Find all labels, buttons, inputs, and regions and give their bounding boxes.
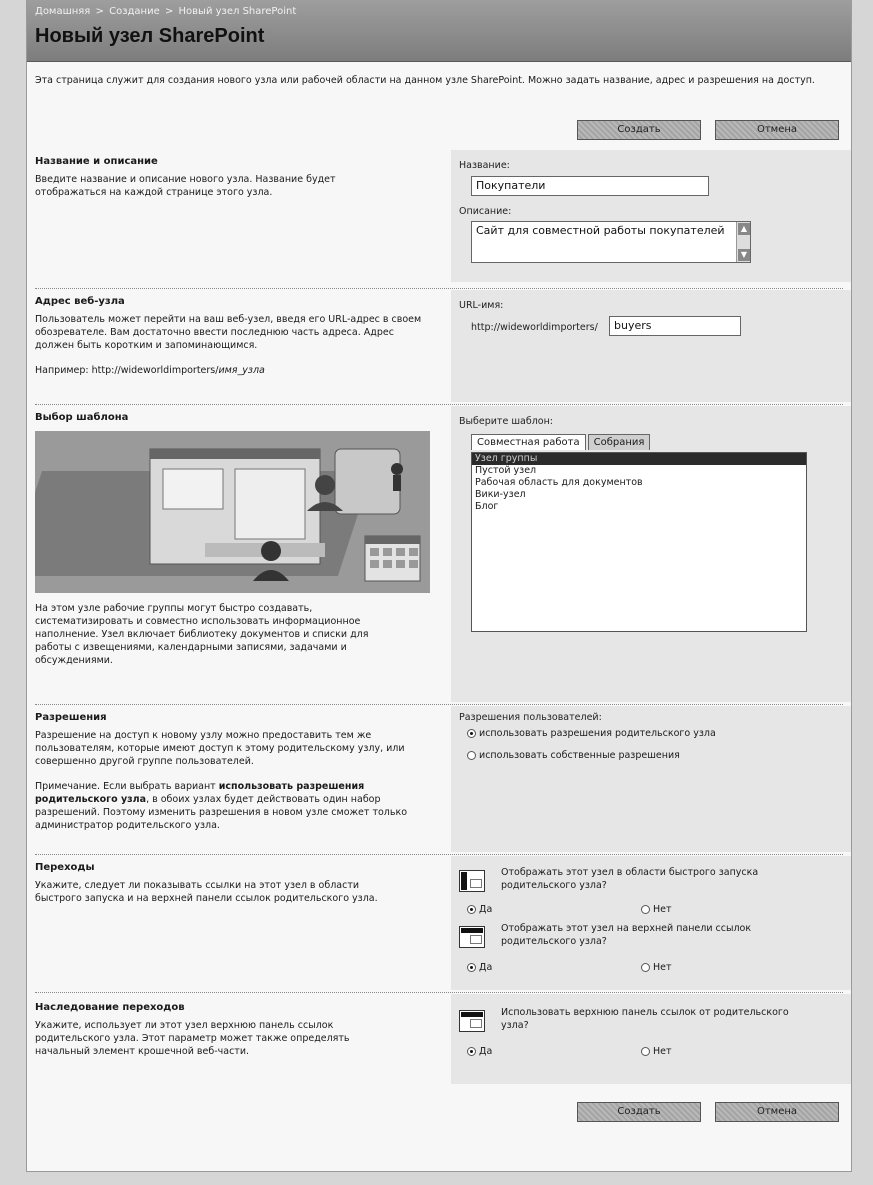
option-label: Нет [653,962,672,973]
section-heading: Разрешения [35,712,107,723]
section-controls [451,856,851,990]
template-description: На этом узле рабочие группы могут быстро создавать, систематизировать и совместно использовать информационное наполнение. Узел включает библиотеку документов и списки для работы с извещениями, календарными записями, задачами и обсуждениями. [35,603,369,666]
section-controls [451,994,851,1084]
url-example-suffix: имя_узла [218,365,265,376]
radio-button[interactable] [641,905,650,914]
name-label: Название: [459,160,510,171]
page-frame [26,0,852,1172]
section-title-description [27,150,851,282]
radio-button[interactable] [641,1047,650,1056]
divider [35,704,843,705]
option-label: Да [479,962,493,973]
radio-button[interactable] [467,1047,476,1056]
section-text: Разрешение на доступ к новому узлу можно предоставить тем же пользователям, которые имеют доступ к этому родительскому узлу, или совершенно другой группе пользователей. [35,730,405,767]
user-permissions-label: Разрешения пользователей: [459,712,602,723]
option-label: Да [479,1046,493,1057]
permissions-note-suffix: , в обоих узлах будет действовать один набор разрешений. Поэтому изменить разрешения в новом узле сможет только администратор родительского узла. [35,794,408,831]
breadcrumb-separator: > [164,6,174,17]
question-inherit-top-link: Использовать верхнюю панель ссылок от родительского узла? [501,1007,789,1031]
top-link-bar-icon [459,926,485,948]
divider [35,404,843,405]
section-heading: Переходы [35,862,95,873]
url-label: URL-имя: [459,300,504,311]
section-heading: Адрес веб-узла [35,296,125,307]
template-preview-image [35,431,430,593]
template-preview-illustration [35,431,430,593]
radio-button[interactable] [641,963,650,972]
template-select-label: Выберите шаблон: [459,416,553,427]
radio-button[interactable] [467,905,476,914]
radio-button[interactable] [467,751,476,760]
option-inherit-yes[interactable] [467,1046,492,1057]
section-controls [451,290,851,402]
create-button-top[interactable]: Создать [577,120,701,140]
section-heading: Наследование переходов [35,1002,185,1013]
section-navigation-inheritance [27,994,851,1084]
breadcrumb-home-link[interactable]: Домашняя [35,6,91,17]
option-label: Нет [653,904,672,915]
section-controls [451,406,851,702]
radio-button[interactable] [467,729,476,738]
breadcrumb-current: Новый узел SharePoint [178,6,297,17]
question-top-link-bar: Отображать этот узел на верхней панели ссылок родительского узла? [501,923,752,947]
section-permissions [27,706,851,852]
template-item-blank-site[interactable]: Пустой узел [475,465,537,476]
option-inherit-no[interactable] [641,1046,672,1057]
section-heading: Выбор шаблона [35,412,129,423]
section-text: Укажите, следует ли показывать ссылки на этот узел в области быстрого запуска и на верхней панели ссылок родительского узла. [35,880,378,904]
quick-launch-icon [459,870,485,892]
section-navigation [27,856,851,990]
description-text: Сайт для совместной работы покупателей [476,224,725,237]
option-own-permissions[interactable] [467,750,680,761]
tab-collaboration[interactable]: Совместная работа [471,434,586,450]
option-label: использовать собственные разрешения [479,750,680,761]
description-label: Описание: [459,206,512,217]
intro-text: Эта страница служит для создания нового узла или рабочей области на данном узле SharePoint. Можно задать название, адрес и разрешения на доступ. [35,75,815,86]
section-text: Укажите, использует ли этот узел верхнюю панель ссылок родительского узла. Этот параметр может также определять начальный элемент крошечной веб-части. [35,1020,350,1057]
page-title: Новый узел SharePoint [35,25,265,47]
section-heading: Название и описание [35,156,158,167]
template-listbox[interactable] [471,452,807,632]
section-template [27,406,851,702]
breadcrumb [35,6,298,17]
divider [35,288,843,289]
url-input[interactable]: buyers [609,316,741,336]
permissions-note-bold: использовать разрешения родительского узла [35,781,365,805]
create-button-bottom[interactable]: Создать [577,1102,701,1122]
option-label: Нет [653,1046,672,1057]
template-item-document-workspace[interactable]: Рабочая область для документов [475,477,643,488]
section-text: Пользователь может перейти на ваш веб-узел, введя его URL-адрес в своем обозревателе. Вам достаточно ввести последнюю часть адреса. Адрес должен быть коротким и запоминающимся. [35,314,422,351]
option-label: использовать разрешения родительского узла [479,728,716,739]
template-item-blog[interactable]: Блог [475,501,499,512]
divider [35,992,843,993]
description-scrollbar[interactable] [736,222,750,262]
permissions-note-prefix: Примечание. Если выбрать вариант [35,781,219,792]
url-prefix: http://wideworldimporters/ [471,322,598,333]
template-item-wiki-site[interactable]: Вики-узел [475,489,526,500]
radio-button[interactable] [467,963,476,972]
url-example [35,364,430,377]
description-textarea[interactable] [471,221,751,263]
divider [35,854,843,855]
title-bar [27,0,851,62]
option-quick-launch-yes[interactable] [467,904,492,915]
breadcrumb-create-link[interactable]: Создание [109,6,160,17]
scroll-up-icon[interactable]: ▲ [738,223,750,235]
question-quick-launch: Отображать этот узел в области быстрого запуска родительского узла? [501,867,759,891]
scroll-down-icon[interactable]: ▼ [738,249,750,261]
template-tabs [471,434,652,450]
section-web-address [27,290,851,402]
option-quick-launch-no[interactable] [641,904,672,915]
template-item-team-site[interactable]: Узел группы [472,453,806,465]
option-parent-permissions[interactable] [467,728,716,739]
option-top-link-no[interactable] [641,962,672,973]
cancel-button-top[interactable]: Отмена [715,120,839,140]
section-controls [451,706,851,852]
permissions-note [35,780,425,832]
name-input[interactable]: Покупатели [471,176,709,196]
url-example-prefix: Например: http://wideworldimporters/ [35,365,219,376]
section-controls [451,150,851,282]
section-text: Введите название и описание нового узла. Название будет отображаться на каждой странице этого узла. [35,174,336,198]
cancel-button-bottom[interactable]: Отмена [715,1102,839,1122]
option-label: Да [479,904,493,915]
tab-meetings[interactable]: Собрания [588,434,651,450]
option-top-link-yes[interactable] [467,962,492,973]
breadcrumb-separator: > [95,6,104,17]
top-link-bar-icon [459,1010,485,1032]
